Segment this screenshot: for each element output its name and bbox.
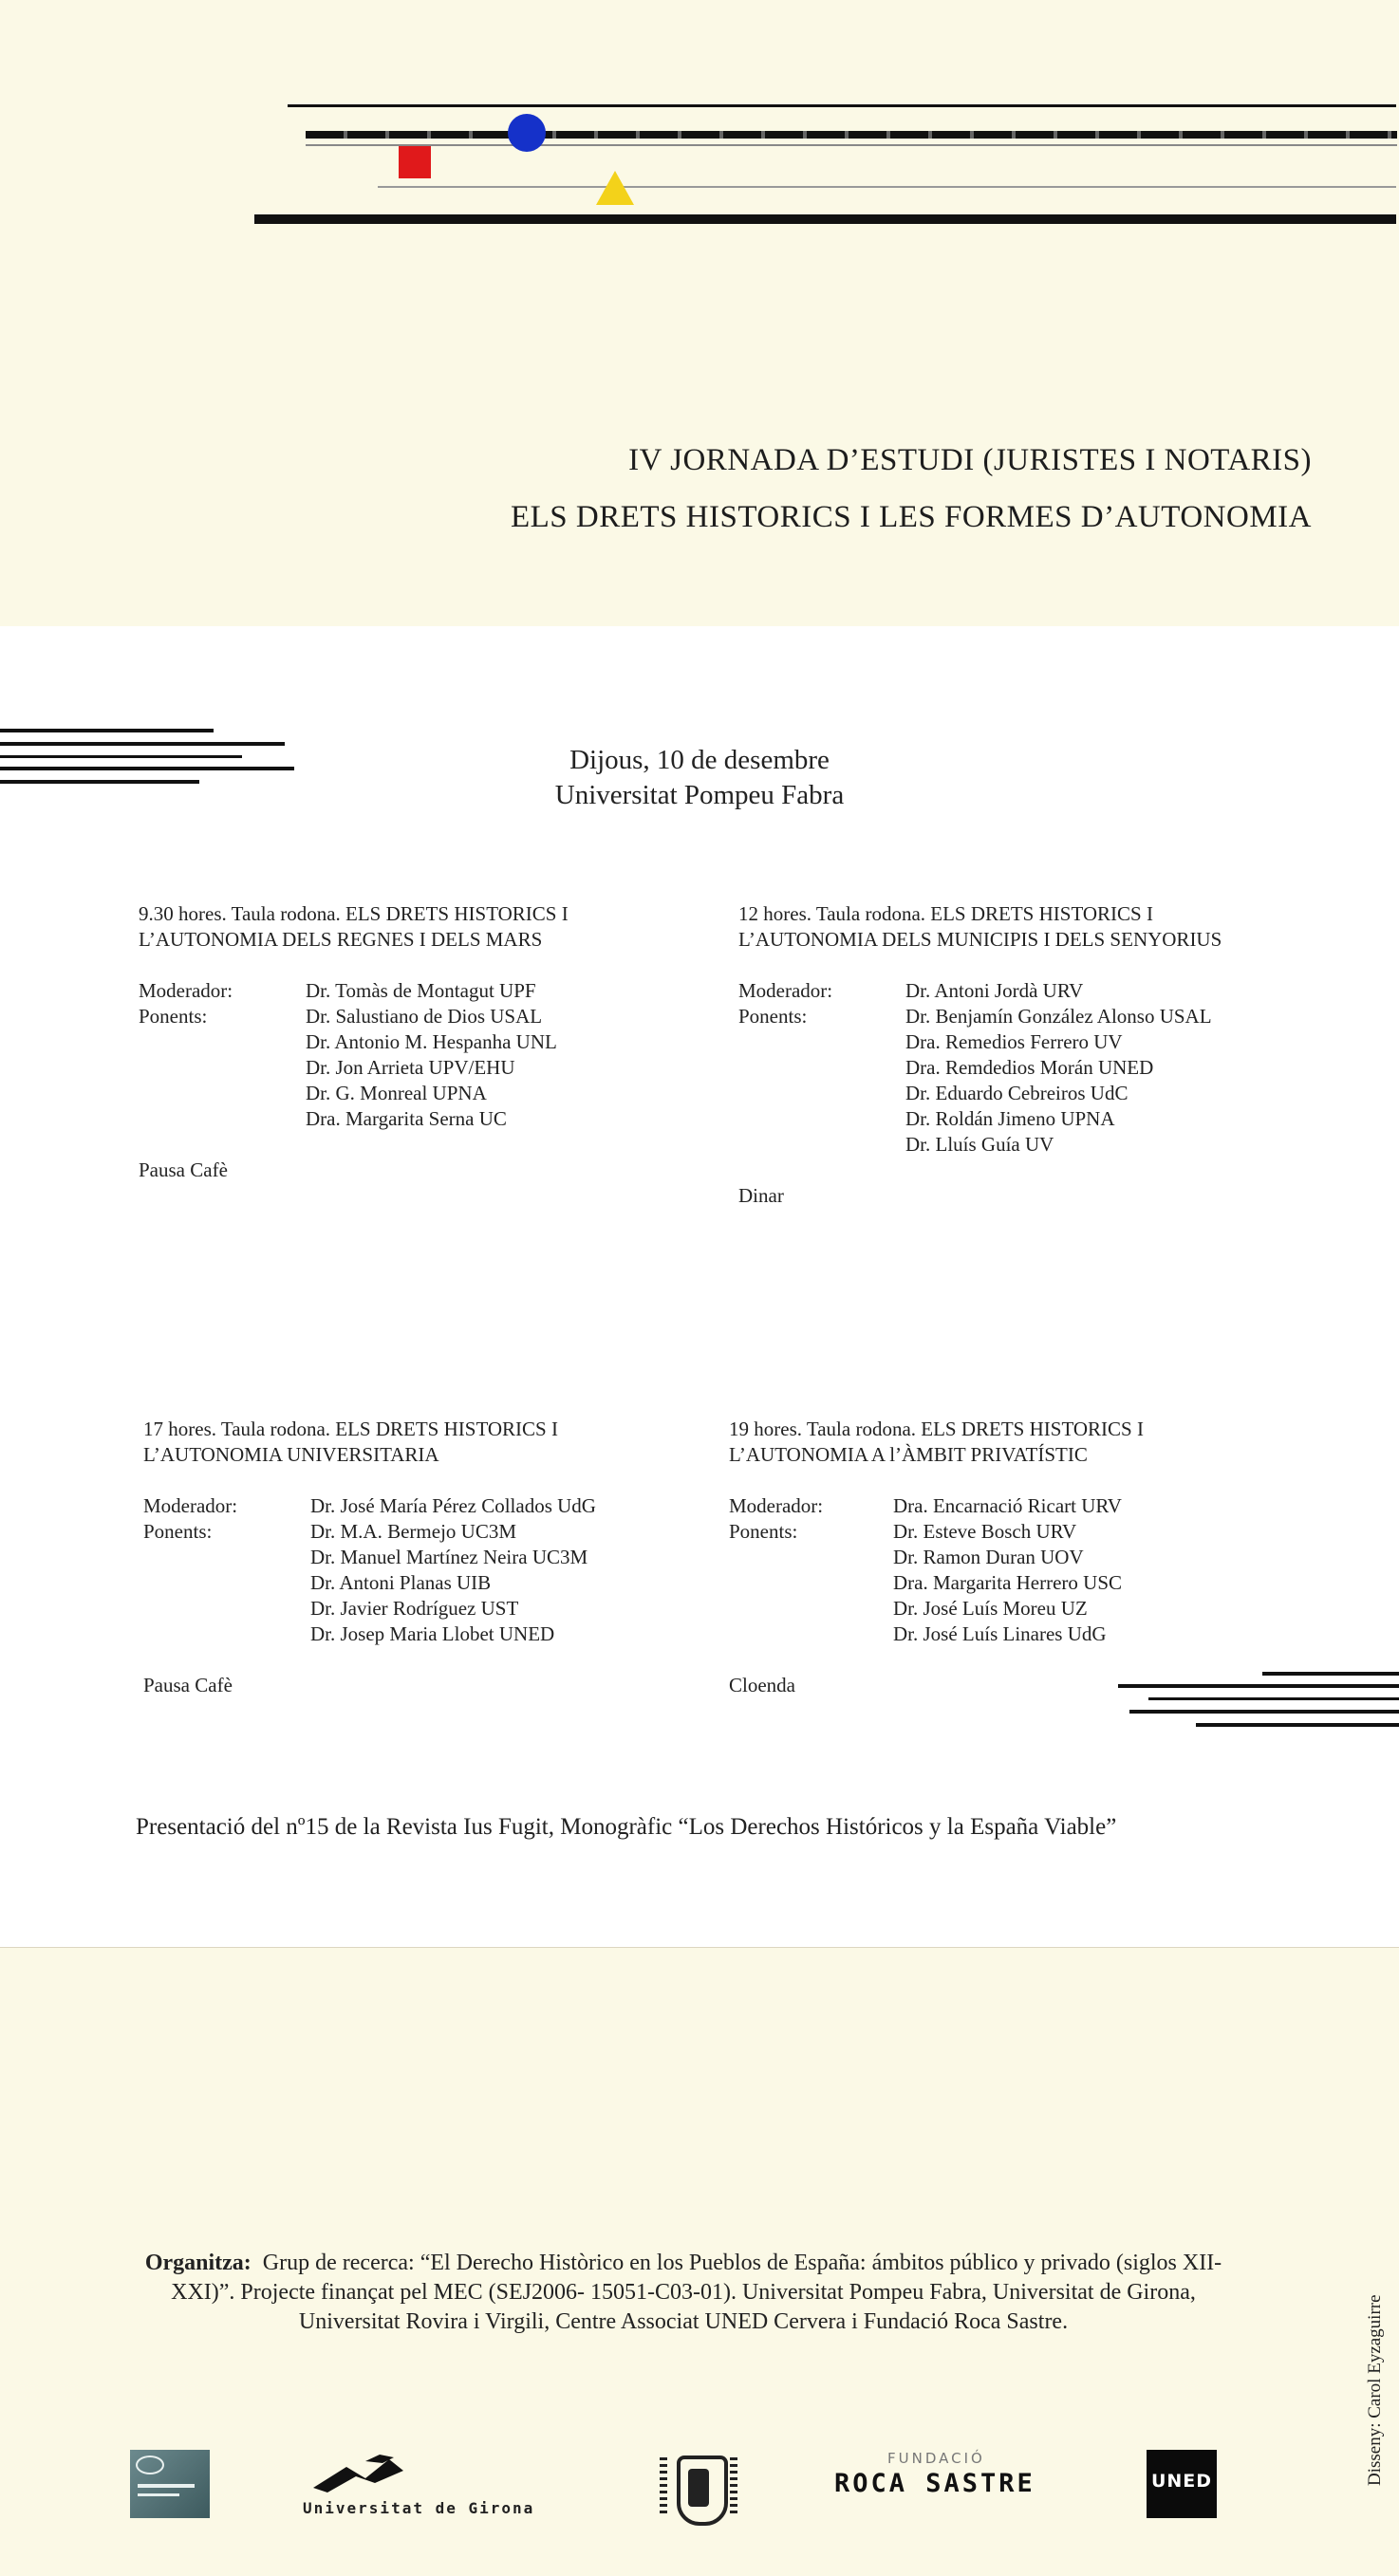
design-credit: Disseny: Carol Eyzaguirre — [1365, 2294, 1385, 2486]
session-heading-line: 12 hores. Taula rodona. ELS DRETS HISTORICS I — [738, 902, 1153, 925]
decor-line — [1118, 1684, 1399, 1688]
blue-circle — [508, 114, 546, 152]
roca-label-top: FUNDACIÓ — [887, 2450, 985, 2467]
session-heading — [143, 1417, 596, 1468]
session-heading-line: 19 hores. Taula rodona. ELS DRETS HISTORICS I — [729, 1418, 1144, 1440]
moderator-label: Moderador: — [139, 979, 233, 1002]
girona-logo — [299, 2450, 565, 2526]
organizer-text: Grup de recerca: “El Derecho Històrico en los Pueblos de España: ámbitos público y privado (siglos XII- XXI)”. Projecte finançat pel MEC (SEJ2006- 15051-C03-01). Universitat Pompeu Fabra, Universitat de Girona, Universitat Rovira i Virgili, Centre Associat UNED Cervera i Fundació Roca Sastre. — [171, 2251, 1222, 2334]
session-heading — [139, 901, 569, 953]
ponent-name: Dr. Lluís Guía UV — [905, 1133, 1054, 1156]
session-heading-line: L’AUTONOMIA DELS REGNES I DELS MARS — [139, 928, 543, 951]
event-venue: Universitat Pompeu Fabra — [554, 780, 845, 810]
session-block — [738, 901, 1222, 1209]
presentation-note: Presentació del nº15 de la Revista Ius Fugit, Monogràfic “Los Derechos Históricos y la España Viable” — [136, 1814, 1117, 1840]
title-line-1: IV JORNADA D’ESTUDI (JURISTES I NOTARIS) — [628, 443, 1312, 477]
ponent-name: Dr. M.A. Bermejo UC3M — [310, 1520, 516, 1543]
decor-line — [1129, 1710, 1399, 1714]
roca-sastre-logo — [830, 2450, 1068, 2516]
decor-line — [288, 104, 1396, 107]
roca-label-bottom: ROCA SASTRE — [834, 2469, 1035, 2498]
session-closing: Pausa Cafè — [143, 1674, 233, 1696]
red-square — [399, 146, 431, 178]
session-closing: Cloenda — [729, 1674, 795, 1696]
moderator-name: Dra. Encarnació Ricart URV — [893, 1494, 1122, 1517]
organizer-label: Organitza: — [144, 2251, 252, 2275]
moderator-label: Moderador: — [729, 1494, 824, 1517]
ponents-label: Ponents: — [143, 1520, 213, 1543]
decor-line — [254, 214, 1396, 224]
moderator-name: Dr. José María Pérez Collados UdG — [310, 1494, 596, 1517]
session-heading-line: 9.30 hores. Taula rodona. ELS DRETS HISTORICS I — [139, 902, 569, 925]
session-heading-line: 17 hores. Taula rodona. ELS DRETS HISTORICS I — [143, 1418, 558, 1440]
ponent-name: Dr. Benjamín González Alonso USAL — [905, 1005, 1212, 1028]
decor-line — [1196, 1723, 1399, 1727]
upf-logo — [130, 2450, 210, 2518]
session-closing: Dinar — [738, 1184, 784, 1207]
moderator-name: Dr. Antoni Jordà URV — [905, 979, 1084, 1002]
title-line-2: ELS DRETS HISTORICS I LES FORMES D’AUTONOMIA — [510, 500, 1312, 534]
ponent-name: Dr. Jon Arrieta UPV/EHU — [306, 1056, 515, 1079]
ponent-name: Dra. Remdedios Morán UNED — [905, 1056, 1154, 1079]
uned-label: UNED — [1150, 2471, 1213, 2492]
moderator-name: Dr. Tomàs de Montagut UPF — [306, 979, 536, 1002]
ponent-name: Dr. Esteve Bosch URV — [893, 1520, 1077, 1543]
decor-line — [1148, 1697, 1399, 1700]
session-heading-line: L’AUTONOMIA DELS MUNICIPIS I DELS SENYORIUS — [738, 928, 1222, 951]
decor-line — [0, 729, 214, 732]
ponents-label: Ponents: — [139, 1005, 208, 1028]
session-heading — [729, 1417, 1144, 1468]
moderator-label: Moderador: — [738, 979, 833, 1002]
ponent-name: Dra. Remedios Ferrero UV — [905, 1030, 1123, 1053]
session-block — [139, 901, 569, 1183]
session-block — [729, 1417, 1144, 1698]
ponent-name: Dr. José Luís Moreu UZ — [893, 1597, 1088, 1620]
ponent-name: Dr. Javier Rodríguez UST — [310, 1597, 519, 1620]
ponent-name: Dr. Salustiano de Dios USAL — [306, 1005, 543, 1028]
ponent-name: Dr. G. Monreal UPNA — [306, 1082, 487, 1104]
ponents-label: Ponents: — [738, 1005, 808, 1028]
ponent-name: Dr. Antoni Planas UIB — [310, 1571, 492, 1594]
uned-logo — [1147, 2450, 1217, 2518]
ponent-name: Dr. Antonio M. Hespanha UNL — [306, 1030, 557, 1053]
yellow-triangle — [596, 171, 634, 205]
ponent-name: Dr. José Luís Linares UdG — [893, 1622, 1107, 1645]
decor-line — [378, 186, 1396, 188]
event-date: Dijous, 10 de desembre — [569, 745, 830, 775]
session-heading — [738, 901, 1222, 953]
ponent-name: Dr. Roldán Jimeno UPNA — [905, 1107, 1115, 1130]
girona-label: Universitat de Girona — [303, 2499, 535, 2517]
organizer-block — [123, 2249, 1243, 2337]
ponents-label: Ponents: — [729, 1520, 798, 1543]
decor-line — [306, 144, 1397, 146]
session-heading-line: L’AUTONOMIA UNIVERSITARIA — [143, 1443, 439, 1466]
ponent-name: Dr. Josep Maria Llobet UNED — [310, 1622, 555, 1645]
decor-line — [1262, 1672, 1399, 1676]
session-block — [143, 1417, 596, 1698]
ponent-name: Dr. Manuel Martínez Neira UC3M — [310, 1546, 588, 1568]
session-closing: Pausa Cafè — [139, 1158, 228, 1181]
ponent-name: Dr. Eduardo Cebreiros UdC — [905, 1082, 1129, 1104]
moderator-label: Moderador: — [143, 1494, 238, 1517]
session-heading-line: L’AUTONOMIA A l’ÀMBIT PRIVATÍSTIC — [729, 1443, 1088, 1466]
ponent-name: Dra. Margarita Serna UC — [306, 1107, 507, 1130]
decor-line — [306, 131, 1397, 139]
ponent-name: Dr. Ramon Duran UOV — [893, 1546, 1084, 1568]
ponent-name: Dra. Margarita Herrero USC — [893, 1571, 1123, 1594]
urv-logo — [660, 2448, 737, 2524]
